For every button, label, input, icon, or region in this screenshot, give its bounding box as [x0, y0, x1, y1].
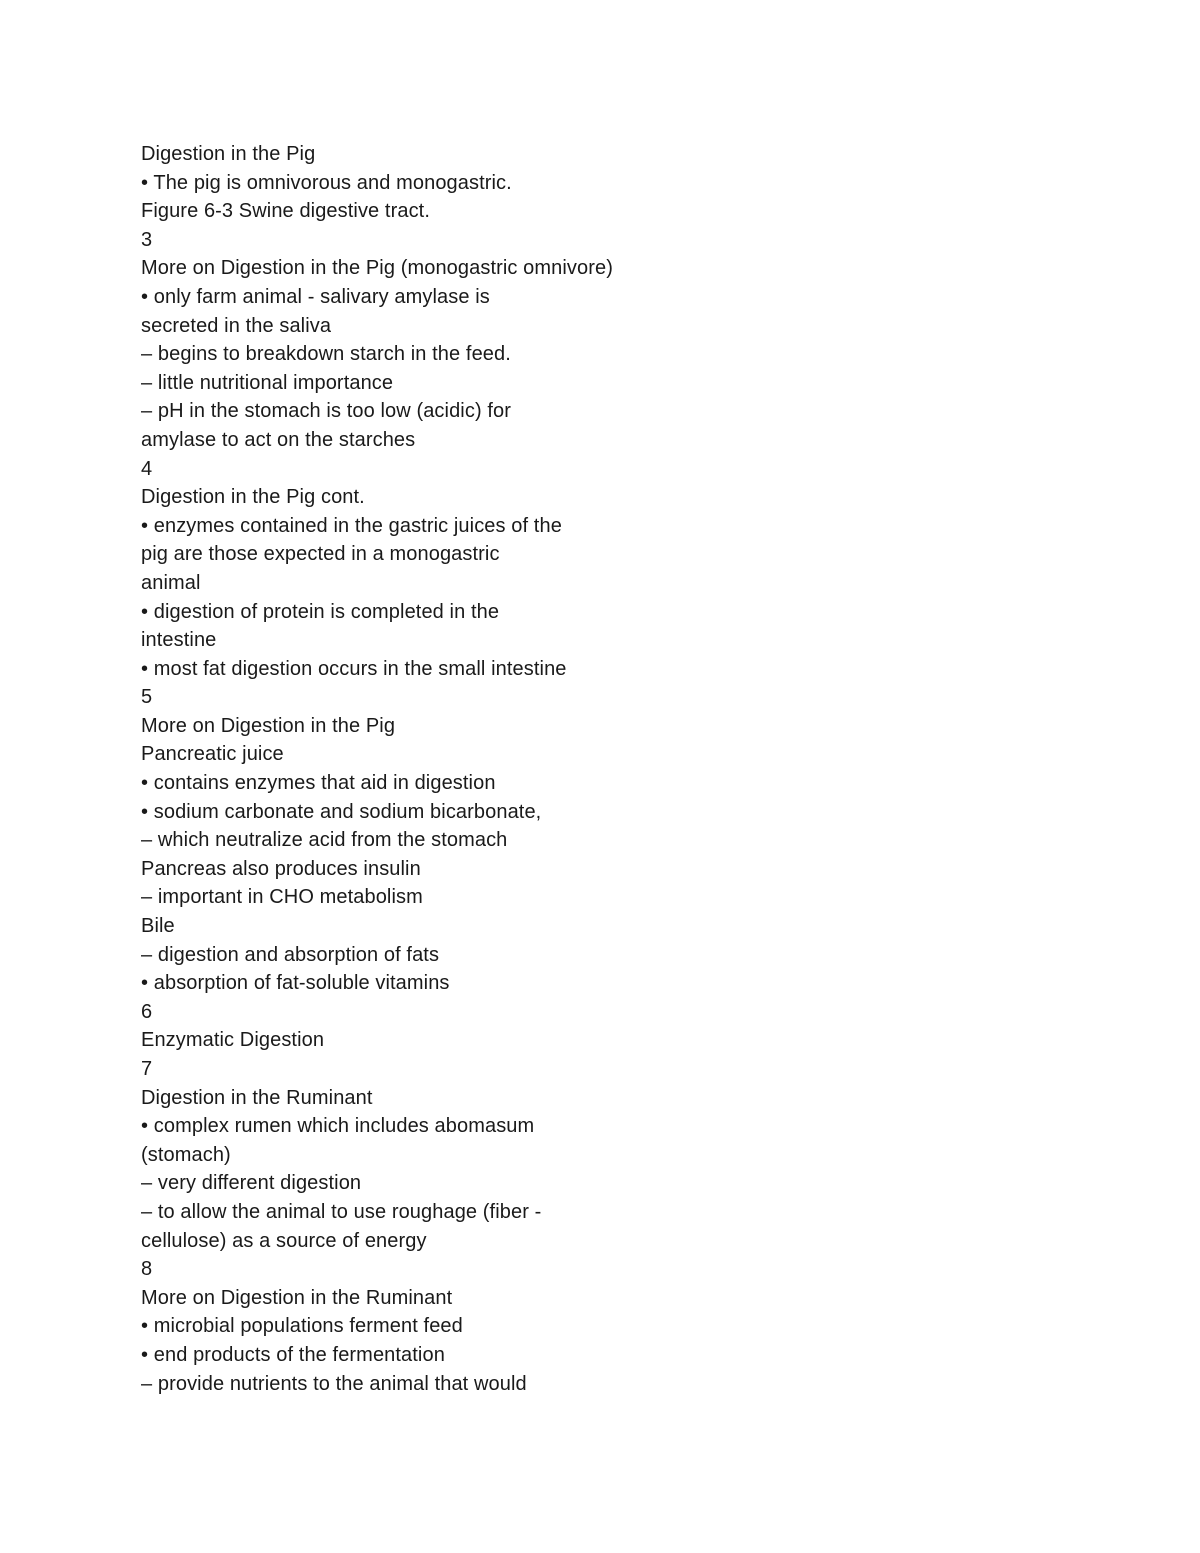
subheading-bile: Bile — [141, 915, 175, 938]
text-line: cellulose) as a source of energy — [141, 1229, 427, 1252]
slide-number: 4 — [141, 457, 153, 480]
dash-line: – digestion and absorption of fats — [141, 943, 440, 966]
figure-caption: Figure 6-3 Swine digestive tract. — [141, 200, 430, 223]
dash-line: – provide nutrients to the animal that would — [141, 1372, 527, 1395]
heading-enzymatic-digestion: Enzymatic Digestion — [141, 1029, 325, 1052]
dash-line: – to allow the animal to use roughage (fiber - — [141, 1200, 542, 1223]
text-line: Pancreas also produces insulin — [141, 857, 421, 880]
bullet-line: • The pig is omnivorous and monogastric. — [141, 171, 512, 194]
bullet-line: • end products of the fermentation — [141, 1343, 445, 1366]
slide-number: 3 — [141, 228, 153, 251]
document-body — [141, 140, 1041, 1398]
bullet-line: • only farm animal - salivary amylase is — [141, 285, 490, 308]
slide-number: 6 — [141, 1000, 153, 1023]
text-line: amylase to act on the starches — [141, 428, 416, 451]
bullet-line: • microbial populations ferment feed — [141, 1315, 463, 1338]
heading-more-on-digestion: More on Digestion in the Pig (monogastric omnivore) — [141, 257, 613, 280]
heading-digestion-cont: Digestion in the Pig cont. — [141, 486, 365, 509]
slide-number: 5 — [141, 686, 153, 709]
bullet-line: • enzymes contained in the gastric juices of the — [141, 514, 562, 537]
dash-line: – very different digestion — [141, 1172, 362, 1195]
heading-digestion-in-the-ruminant: Digestion in the Ruminant — [141, 1086, 373, 1109]
dash-line: – little nutritional importance — [141, 371, 394, 394]
slide-number: 7 — [141, 1058, 153, 1080]
heading-more-on-digestion-ruminant: More on Digestion in the Ruminant — [141, 1286, 453, 1309]
dash-line: – begins to breakdown starch in the feed. — [141, 343, 511, 366]
bullet-line: • contains enzymes that aid in digestion — [141, 772, 496, 795]
text-line: animal — [141, 571, 201, 594]
slide-number: 8 — [141, 1258, 153, 1281]
bullet-line: • absorption of fat-soluble vitamins — [141, 972, 450, 995]
bullet-line: • digestion of protein is completed in the — [141, 600, 500, 623]
bullet-line: • complex rumen which includes abomasum — [141, 1115, 535, 1138]
subheading-pancreatic-juice: Pancreatic juice — [141, 743, 284, 766]
dash-line: – which neutralize acid from the stomach — [141, 829, 508, 852]
text-line: intestine — [141, 629, 217, 652]
bullet-line: • sodium carbonate and sodium bicarbonate, — [141, 800, 542, 823]
bullet-line: • most fat digestion occurs in the small intestine — [141, 657, 567, 680]
heading-digestion-in-the-pig: Digestion in the Pig — [141, 143, 316, 165]
text-line: pig are those expected in a monogastric — [141, 543, 500, 566]
heading-more-on-digestion: More on Digestion in the Pig — [141, 714, 396, 737]
dash-line: – pH in the stomach is too low (acidic) for — [141, 400, 512, 423]
text-line: (stomach) — [141, 1143, 231, 1166]
dash-line: – important in CHO metabolism — [141, 886, 423, 909]
text-line: secreted in the saliva — [141, 314, 332, 337]
